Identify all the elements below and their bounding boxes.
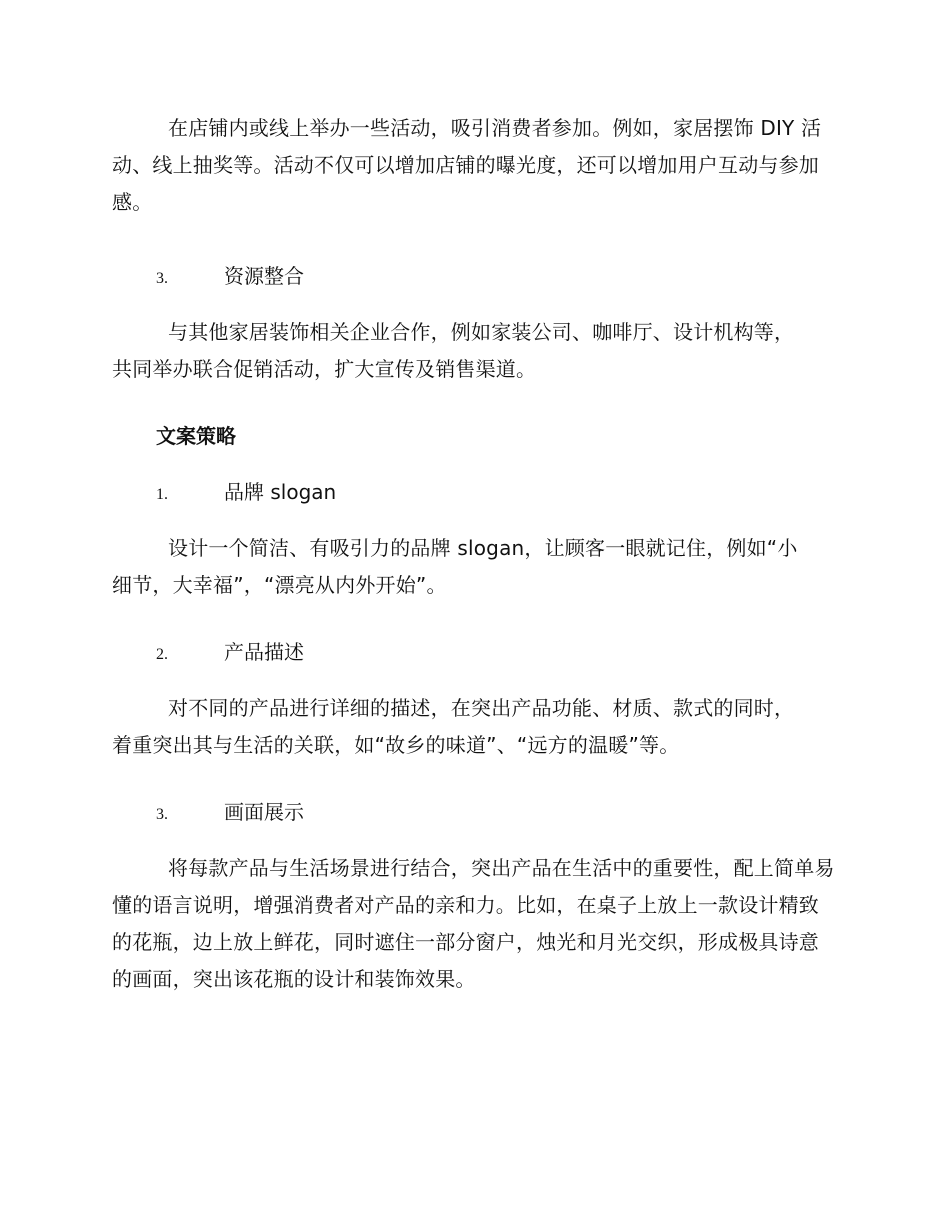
paragraph-brand-slogan: 设计一个简洁、有吸引力的品牌 slogan，让顾客一眼就记住，例如“小细节，大幸福”，“漂亮从内外开始”。 bbox=[112, 536, 798, 597]
list-item-product-description bbox=[112, 634, 837, 673]
list-item-brand-slogan bbox=[112, 474, 837, 513]
section-heading-copy-strategy: 文案策略 bbox=[156, 424, 236, 448]
list-title: 品牌 slogan bbox=[224, 480, 337, 504]
paragraph-resource-integration: 与其他家居装饰相关企业合作，例如家装公司、咖啡厅、设计机构等，共同举办联合促销活动，扩大宣传及销售渠道。 bbox=[112, 320, 795, 381]
list-number: 1. bbox=[156, 486, 168, 503]
paragraph-activities: 在店铺内或线上举办一些活动，吸引消费者参加。例如，家居摆饰 DIY 活动、线上抽奖等。活动不仅可以增加店铺的曝光度，还可以增加用户互动与参加感。 bbox=[112, 116, 822, 214]
paragraph-product-description: 对不同的产品进行详细的描述，在突出产品功能、材质、款式的同时，着重突出其与生活的关联，如“故乡的味道”、“远方的温暖”等。 bbox=[112, 696, 795, 757]
list-title: 产品描述 bbox=[224, 640, 304, 664]
list-number: 3. bbox=[156, 270, 168, 287]
paragraph-visual-display: 将每款产品与生活场景进行结合，突出产品在生活中的重要性，配上简单易懂的语言说明，增强消费者对产品的亲和力。比如，在桌子上放上一款设计精致的花瓶，边上放上鲜花，同时遮住一部分窗户，烛光和月光交织，形成极具诗意的画面，突出该花瓶的设计和装饰效果。 bbox=[112, 856, 835, 991]
list-number: 3. bbox=[156, 806, 168, 823]
list-number: 2. bbox=[156, 646, 168, 663]
list-title: 画面展示 bbox=[224, 800, 304, 824]
list-title: 资源整合 bbox=[224, 264, 304, 288]
list-item-visual-display bbox=[112, 794, 837, 833]
list-item-resource-integration bbox=[112, 258, 837, 297]
